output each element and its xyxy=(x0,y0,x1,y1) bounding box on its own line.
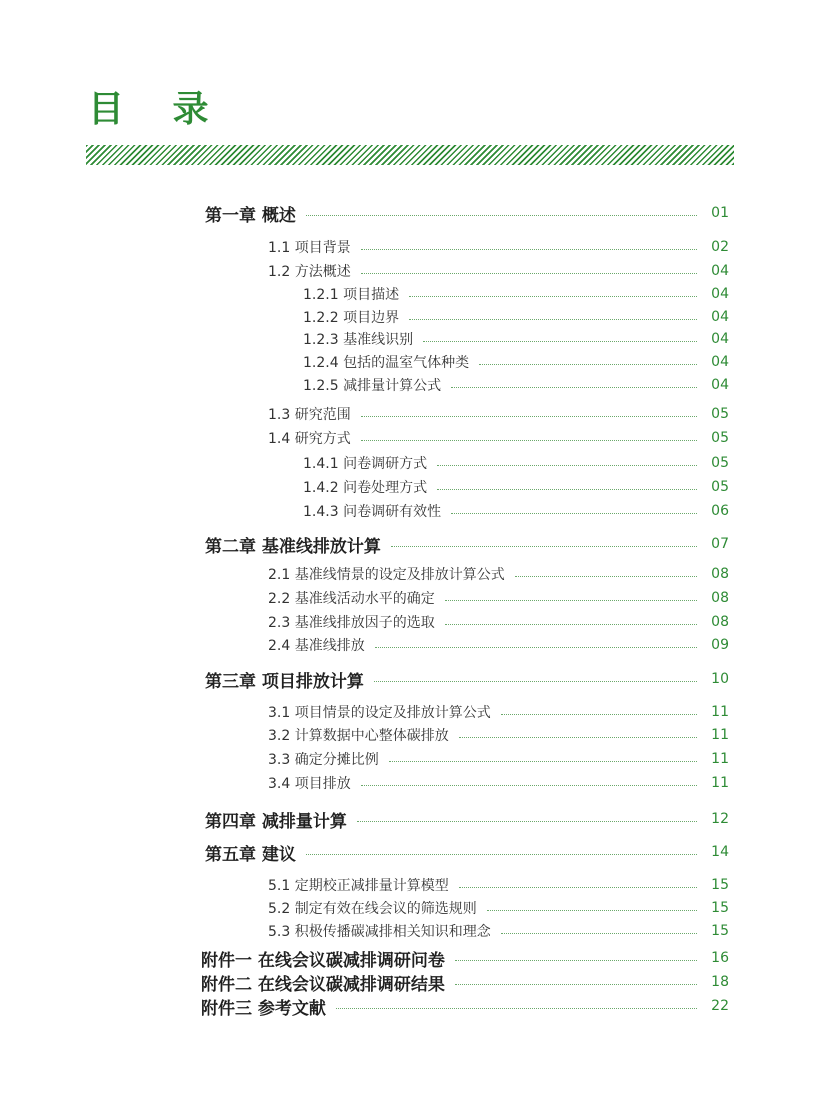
toc-entry-label: 1.4.1 问卷调研方式 xyxy=(303,456,428,472)
toc-page-number: 05 xyxy=(711,430,729,446)
toc-entry-label: 1.3 研究范围 xyxy=(268,407,351,423)
dot-leader xyxy=(445,624,697,625)
toc-entry-appendix-1[interactable] xyxy=(201,947,729,969)
dot-leader xyxy=(409,296,697,297)
toc-entry-label: 附件一 在线会议碳减排调研问卷 xyxy=(201,950,445,971)
dot-leader xyxy=(501,933,697,934)
toc-page-number: 04 xyxy=(711,309,729,325)
toc-page-number: 04 xyxy=(711,263,729,279)
toc-page-number: 06 xyxy=(711,503,729,519)
toc-page-number: 05 xyxy=(711,455,729,471)
toc-entry-1-2-4[interactable] xyxy=(303,351,729,373)
dot-leader xyxy=(437,465,697,466)
toc-entry-label: 2.2 基准线活动水平的确定 xyxy=(268,591,435,607)
dot-leader xyxy=(455,984,697,985)
dot-leader xyxy=(361,416,697,417)
toc-entry-label: 附件三 参考文献 xyxy=(201,998,326,1019)
toc-entry-appendix-3[interactable] xyxy=(201,995,729,1017)
toc-entry-1-4-3[interactable] xyxy=(303,500,729,522)
toc-entry-chapter-2[interactable] xyxy=(205,533,729,555)
toc-entry-2-4[interactable] xyxy=(268,634,729,656)
toc-page-number: 04 xyxy=(711,377,729,393)
toc-entry-label: 第一章 概述 xyxy=(205,205,296,226)
toc-page-number: 08 xyxy=(711,614,729,630)
toc-entry-label: 第五章 建议 xyxy=(205,844,296,865)
toc-entry-label: 第二章 基准线排放计算 xyxy=(205,536,381,557)
toc-page-number: 08 xyxy=(711,590,729,606)
toc-page-number: 04 xyxy=(711,354,729,370)
toc-entry-label: 1.4.3 问卷调研有效性 xyxy=(303,504,442,520)
dot-leader xyxy=(487,910,697,911)
toc-entry-chapter-5[interactable] xyxy=(205,841,729,863)
dot-leader xyxy=(391,546,697,547)
toc-entry-5-2[interactable] xyxy=(268,897,729,919)
toc-entry-1-2-2[interactable] xyxy=(303,306,729,328)
toc-page-number: 18 xyxy=(711,974,729,990)
toc-entry-label: 1.2.1 项目描述 xyxy=(303,287,400,303)
toc-entry-5-1[interactable] xyxy=(268,874,729,896)
toc-entry-1-3[interactable] xyxy=(268,403,729,425)
dot-leader xyxy=(459,887,697,888)
toc-entry-label: 2.3 基准线排放因子的选取 xyxy=(268,615,435,631)
toc-page-number: 15 xyxy=(711,900,729,916)
toc-entry-3-3[interactable] xyxy=(268,748,729,770)
toc-page-number: 16 xyxy=(711,950,729,966)
toc-page-number: 09 xyxy=(711,637,729,653)
toc-entry-label: 3.1 项目情景的设定及排放计算公式 xyxy=(268,705,491,721)
toc-entry-chapter-4[interactable] xyxy=(205,808,729,830)
toc-entry-label: 5.1 定期校正减排量计算模型 xyxy=(268,878,449,894)
toc-page-number: 15 xyxy=(711,877,729,893)
dot-leader xyxy=(357,821,697,822)
toc-entry-1-1[interactable] xyxy=(268,236,729,258)
toc-entry-label: 第四章 减排量计算 xyxy=(205,811,347,832)
dot-leader xyxy=(389,761,697,762)
dot-leader xyxy=(515,576,697,577)
toc-page-number: 04 xyxy=(711,331,729,347)
toc-entry-label: 1.4 研究方式 xyxy=(268,431,351,447)
dot-leader xyxy=(375,647,697,648)
toc-entry-1-4[interactable] xyxy=(268,427,729,449)
toc-entry-5-3[interactable] xyxy=(268,920,729,942)
toc-entry-label: 3.3 确定分摊比例 xyxy=(268,752,379,768)
dot-leader xyxy=(501,714,697,715)
toc-entry-label: 1.1 项目背景 xyxy=(268,240,351,256)
toc-entry-3-2[interactable] xyxy=(268,724,729,746)
toc-page-number: 01 xyxy=(711,205,729,221)
toc-page-number: 11 xyxy=(711,704,729,720)
toc-entry-label: 5.2 制定有效在线会议的筛选规则 xyxy=(268,901,477,917)
toc-page-number: 11 xyxy=(711,775,729,791)
toc-entry-1-4-1[interactable] xyxy=(303,452,729,474)
toc-entry-label: 3.4 项目排放 xyxy=(268,776,351,792)
dot-leader xyxy=(336,1008,697,1009)
toc-entry-2-2[interactable] xyxy=(268,587,729,609)
toc-entry-label: 3.2 计算数据中心整体碳排放 xyxy=(268,728,449,744)
toc-entry-chapter-3[interactable] xyxy=(205,668,729,690)
dot-leader xyxy=(409,319,697,320)
toc-entry-2-1[interactable] xyxy=(268,563,729,585)
toc-entry-label: 1.2 方法概述 xyxy=(268,264,351,280)
dot-leader xyxy=(361,249,697,250)
toc-entry-1-2-5[interactable] xyxy=(303,374,729,396)
toc-entry-1-4-2[interactable] xyxy=(303,476,729,498)
toc-entry-label: 2.1 基准线情景的设定及排放计算公式 xyxy=(268,567,505,583)
toc-entry-label: 2.4 基准线排放 xyxy=(268,638,365,654)
toc-entry-2-3[interactable] xyxy=(268,611,729,633)
toc-entry-1-2-3[interactable] xyxy=(303,328,729,350)
toc-entry-label: 1.4.2 问卷处理方式 xyxy=(303,480,428,496)
dot-leader xyxy=(437,489,697,490)
toc-entry-label: 5.3 积极传播碳减排相关知识和理念 xyxy=(268,924,491,940)
toc-page-number: 04 xyxy=(711,286,729,302)
toc-page-number: 05 xyxy=(711,406,729,422)
toc-page-number: 12 xyxy=(711,811,729,827)
dot-leader xyxy=(423,341,697,342)
toc-page-number: 11 xyxy=(711,727,729,743)
toc-page-number: 14 xyxy=(711,844,729,860)
page-title: 目 录 xyxy=(88,89,227,130)
toc-entry-1-2-1[interactable] xyxy=(303,283,729,305)
dot-leader xyxy=(451,513,697,514)
toc-page-number: 15 xyxy=(711,923,729,939)
toc-page-number: 05 xyxy=(711,479,729,495)
toc-entry-3-1[interactable] xyxy=(268,701,729,723)
dot-leader xyxy=(306,215,697,216)
dot-leader xyxy=(361,273,697,274)
dot-leader xyxy=(445,600,697,601)
dot-leader xyxy=(451,387,697,388)
dot-leader xyxy=(455,960,697,961)
toc-page-number: 11 xyxy=(711,751,729,767)
toc-page-number: 22 xyxy=(711,998,729,1014)
toc-entry-label: 第三章 项目排放计算 xyxy=(205,671,364,692)
dot-leader xyxy=(361,785,697,786)
toc-entry-label: 1.2.4 包括的温室气体种类 xyxy=(303,355,470,371)
dot-leader xyxy=(479,364,697,365)
toc-entry-appendix-2[interactable] xyxy=(201,971,729,993)
dot-leader xyxy=(306,854,697,855)
toc-page-number: 07 xyxy=(711,536,729,552)
toc-entry-label: 1.2.2 项目边界 xyxy=(303,310,400,326)
toc-page-number: 10 xyxy=(711,671,729,687)
toc-entry-3-4[interactable] xyxy=(268,772,729,794)
dot-leader xyxy=(459,737,697,738)
toc-entry-label: 1.2.3 基准线识别 xyxy=(303,332,414,348)
dot-leader xyxy=(361,440,697,441)
dot-leader xyxy=(374,681,697,682)
toc-page-number: 02 xyxy=(711,239,729,255)
toc-page-number: 08 xyxy=(711,566,729,582)
toc-entry-label: 1.2.5 减排量计算公式 xyxy=(303,378,442,394)
toc-entry-1-2[interactable] xyxy=(268,260,729,282)
toc-entry-chapter-1[interactable] xyxy=(205,202,729,224)
toc-entry-label: 附件二 在线会议碳减排调研结果 xyxy=(201,974,445,995)
